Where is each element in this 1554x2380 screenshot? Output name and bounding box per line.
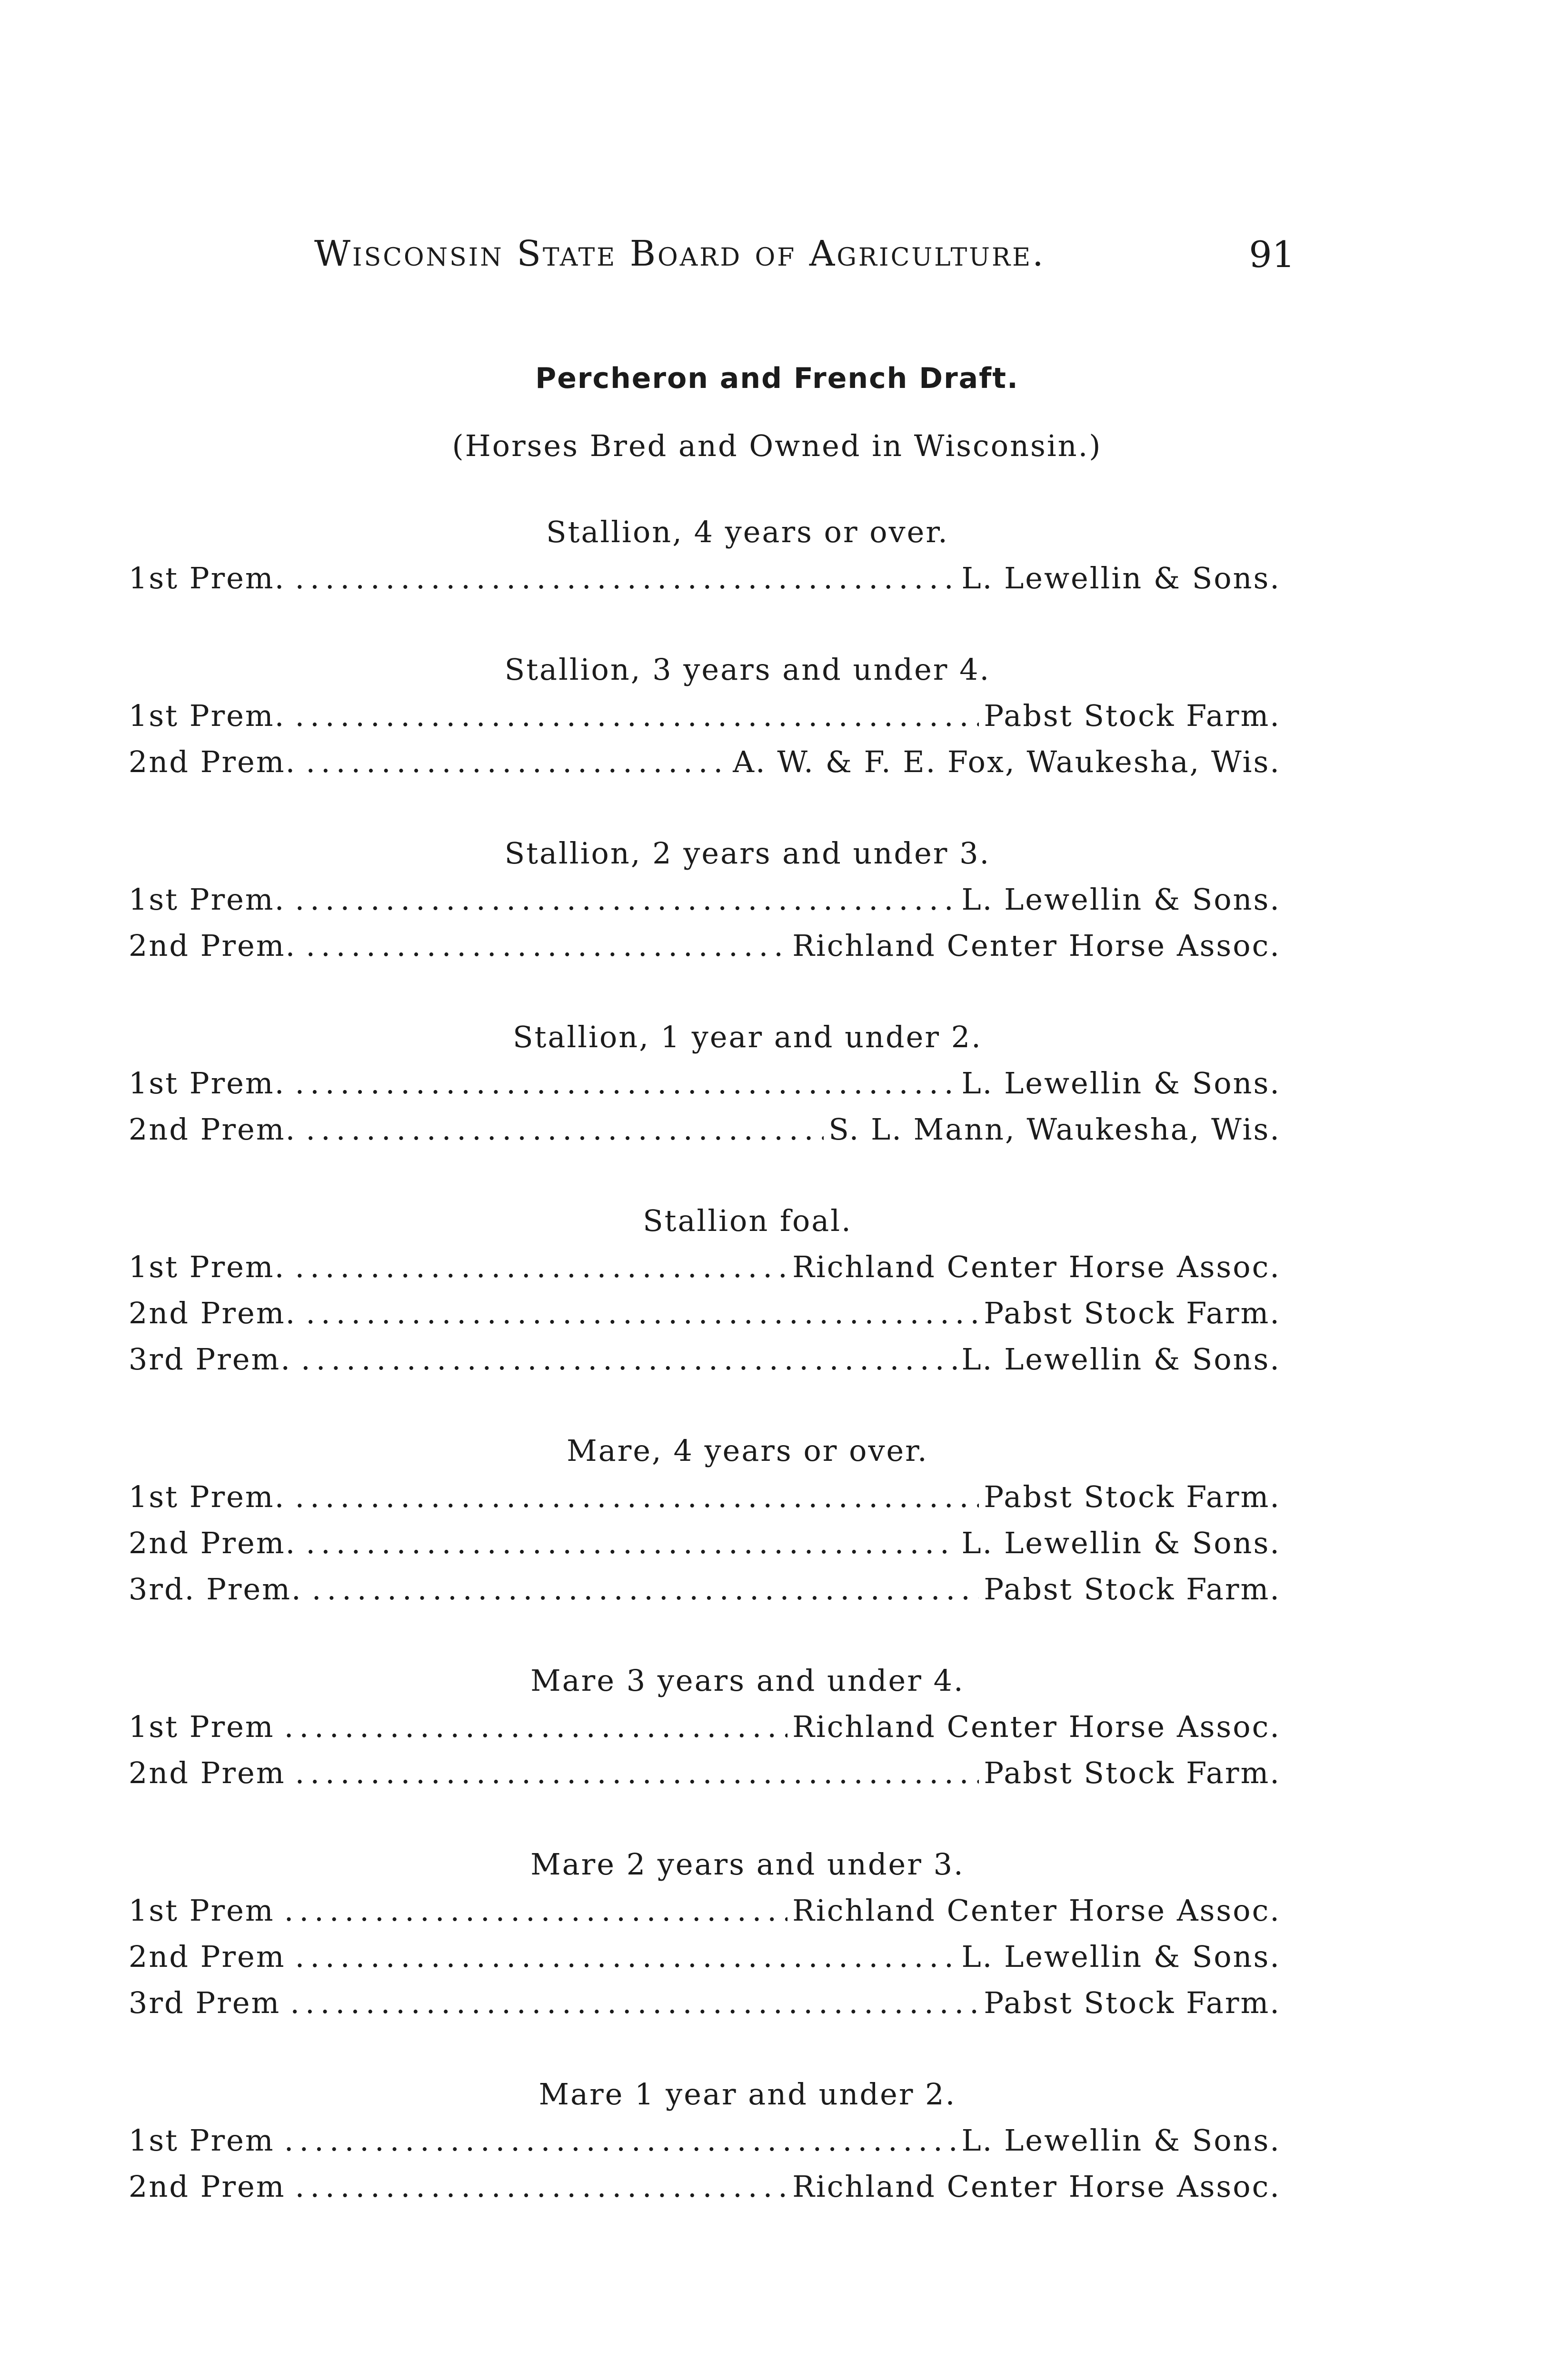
dot-leader [295,555,956,601]
winner-name: L. Lewellin & Sons. [961,1939,1281,1974]
prize-label: 1st Prem [129,1893,275,1928]
award-entry [129,1244,1281,1290]
prize-label: 1st Prem. [129,698,286,733]
winner-name: L. Lewellin & Sons. [961,561,1281,595]
award-entry [129,1106,1281,1152]
award-entry [129,2117,1281,2163]
award-entry [129,1887,1281,1934]
dot-leader [284,2117,957,2163]
dot-leader [312,1566,979,1612]
award-entry [129,1980,1281,2026]
class-block [129,1014,1281,1152]
award-entry [129,1704,1281,1750]
award-entry [129,2163,1281,2210]
class-block [129,2072,1281,2210]
class-block [129,647,1281,785]
dot-leader [284,1887,788,1934]
prize-label: 1st Prem. [129,1250,286,1284]
class-title: Stallion, 1 year and under 2. [513,1020,982,1054]
award-entry [129,693,1281,739]
section-heading: Percheron and French Draft. [535,362,1019,395]
class-block [129,509,1281,601]
winner-name: Richland Center Horse Assoc. [792,1250,1281,1284]
premium-list [129,509,1281,2255]
winner-name: Pabst Stock Farm. [984,1296,1281,1330]
prize-label: 3rd Prem. [129,1342,292,1377]
prize-label: 3rd. Prem. [129,1572,302,1606]
award-entry [129,1750,1281,1796]
class-title: Stallion, 4 years or over. [546,515,949,549]
prize-label: 2nd Prem [129,1755,286,1790]
winner-name: L. Lewellin & Sons. [961,882,1281,917]
winner-name: L. Lewellin & Sons. [961,1342,1281,1377]
prize-label: 1st Prem [129,2123,275,2158]
dot-leader [306,1290,979,1336]
prize-label: 1st Prem. [129,1066,286,1101]
award-entry [129,1060,1281,1106]
award-entry [129,922,1281,969]
dot-leader [290,1980,979,2026]
award-entry [129,1474,1281,1520]
winner-name: Richland Center Horse Assoc. [792,928,1281,963]
winner-name: Pabst Stock Farm. [984,1985,1281,2020]
class-block [129,831,1281,969]
prize-label: 2nd Prem. [129,928,297,963]
award-entry [129,739,1281,785]
prize-label: 1st Prem. [129,1479,286,1514]
winner-name: Pabst Stock Farm. [984,1479,1281,1514]
dot-leader [295,1060,956,1106]
class-block [129,1658,1281,1796]
dot-leader [295,1474,979,1520]
dot-leader [295,1750,979,1796]
award-entry [129,1336,1281,1382]
class-title: Mare 1 year and under 2. [538,2077,956,2112]
award-entry [129,1934,1281,1980]
dot-leader [301,1336,956,1382]
class-title: Stallion foal. [643,1203,852,1238]
running-head [314,233,1295,290]
class-title: Stallion, 2 years and under 3. [504,836,991,871]
prize-label: 2nd Prem [129,2169,286,2204]
prize-label: 2nd Prem. [129,744,297,779]
winner-name: Pabst Stock Farm. [984,1755,1281,1790]
dot-leader [295,693,979,739]
dot-leader [306,1106,824,1152]
section-subheading: (Horses Bred and Owned in Wisconsin.) [452,428,1102,463]
class-block [129,1428,1281,1612]
prize-label: 1st Prem. [129,882,286,917]
winner-name: S. L. Mann, Waukesha, Wis. [828,1112,1281,1147]
class-block [129,1842,1281,2026]
winner-name: Richland Center Horse Assoc. [792,1893,1281,1928]
winner-name: L. Lewellin & Sons. [961,2123,1281,2158]
class-title: Stallion, 3 years and under 4. [504,652,991,687]
winner-name: Richland Center Horse Assoc. [792,1709,1281,1744]
class-title: Mare, 4 years or over. [567,1433,928,1468]
award-entry [129,1290,1281,1336]
prize-label: 2nd Prem. [129,1112,297,1147]
dot-leader [306,739,728,785]
prize-label: 3rd Prem [129,1985,281,2020]
winner-name: L. Lewellin & Sons. [961,1526,1281,1560]
dot-leader [295,876,956,922]
page-number: 91 [1249,233,1295,276]
class-title: Mare 2 years and under 3. [530,1847,965,1882]
prize-label: 1st Prem [129,1709,275,1744]
winner-name: Pabst Stock Farm. [984,1572,1281,1606]
class-block [129,1198,1281,1382]
dot-leader [284,1704,788,1750]
running-title: Wisconsin State Board of Agriculture. [314,233,1046,274]
dot-leader [295,1244,787,1290]
prize-label: 2nd Prem. [129,1526,297,1560]
dot-leader [295,2163,788,2210]
prize-label: 2nd Prem. [129,1296,297,1330]
award-entry [129,555,1281,601]
dot-leader [306,1520,956,1566]
award-entry [129,876,1281,922]
class-title: Mare 3 years and under 4. [530,1663,965,1698]
winner-name: Richland Center Horse Assoc. [792,2169,1281,2204]
winner-name: Pabst Stock Farm. [984,698,1281,733]
winner-name: A. W. & F. E. Fox, Waukesha, Wis. [733,744,1281,779]
dot-leader [295,1934,957,1980]
award-entry [129,1566,1281,1612]
prize-label: 2nd Prem [129,1939,286,1974]
prize-label: 1st Prem. [129,561,286,595]
award-entry [129,1520,1281,1566]
dot-leader [306,922,787,969]
winner-name: L. Lewellin & Sons. [961,1066,1281,1101]
